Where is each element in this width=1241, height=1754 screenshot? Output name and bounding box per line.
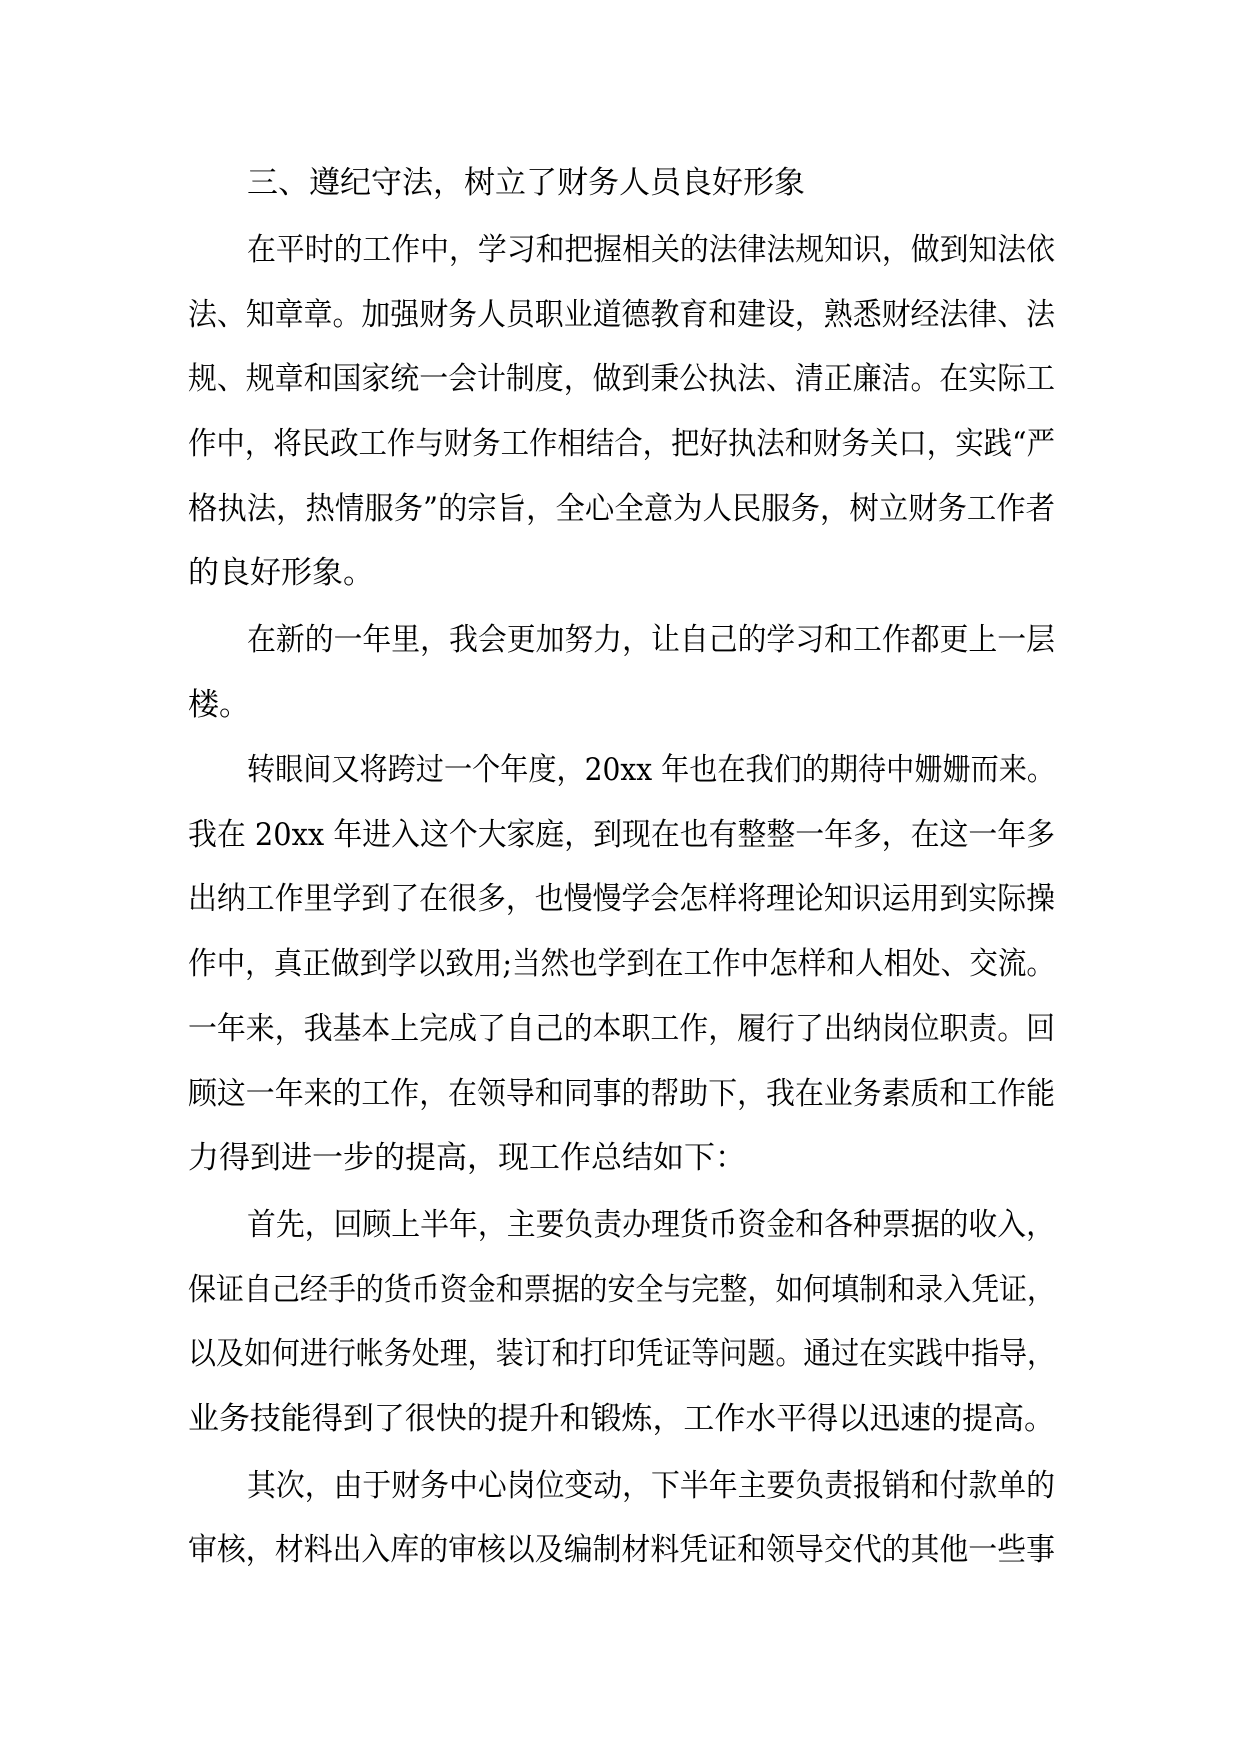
line-text: 法、知章章。加强财务人员职业道德教育和建设，熟悉财经法律、法 xyxy=(188,297,1055,333)
line-text: 格执法，热情服务”的宗旨，全心全意为人民服务，树立财务工作者 xyxy=(188,491,1055,527)
text-line xyxy=(0,1390,1241,1448)
text-line xyxy=(0,1196,1241,1254)
text-line xyxy=(0,806,1241,864)
line-text: 作中，真正做到学以致用;当然也学到在工作中怎样和人相处、交流。 xyxy=(188,946,1055,982)
text-line xyxy=(0,935,1241,993)
line-text: 其次，由于财务中心岗位变动，下半年主要负责报销和付款单的 xyxy=(247,1468,1055,1504)
text-line xyxy=(0,611,1241,669)
text-line xyxy=(0,870,1241,928)
text-line xyxy=(0,154,1241,212)
line-text: 保证自己经手的货币资金和票据的安全与完整，如何填制和录入凭证， xyxy=(188,1272,1055,1308)
text-line xyxy=(0,1065,1241,1123)
text-line xyxy=(0,1457,1241,1515)
line-text: 的良好形象。 xyxy=(188,555,374,591)
line-text: 转眼间又将跨过一个年度，20xx 年也在我们的期待中姗姗而来。 xyxy=(247,752,1055,788)
line-text: 一年来，我基本上完成了自己的本职工作，履行了出纳岗位职责。回 xyxy=(188,1011,1055,1047)
line-text: 我在 20xx 年进入这个大家庭，到现在也有整整一年多，在这一年多 xyxy=(188,817,1055,853)
line-text: 以及如何进行帐务处理，装订和打印凭证等问题。通过在实践中指导， xyxy=(188,1336,1055,1372)
text-line xyxy=(0,741,1241,799)
text-line xyxy=(0,480,1241,538)
line-text: 审核，材料出入库的审核以及编制材料凭证和领导交代的其他一些事 xyxy=(188,1532,1055,1568)
line-text: 作中，将民政工作与财务工作相结合，把好执法和财务关口，实践“严 xyxy=(188,426,1055,462)
text-line xyxy=(0,1000,1241,1058)
text-line xyxy=(0,286,1241,344)
line-text: 力得到进一步的提高，现工作总结如下： xyxy=(188,1140,746,1176)
text-line xyxy=(0,676,1241,734)
line-text: 业务技能得到了很快的提升和锻炼，工作水平得以迅速的提高。 xyxy=(188,1401,1055,1437)
line-text: 出纳工作里学到了在很多，也慢慢学会怎样将理论知识运用到实际操 xyxy=(188,881,1055,917)
text-line xyxy=(0,544,1241,602)
text-line xyxy=(0,1129,1241,1187)
text-line xyxy=(0,350,1241,408)
text-line xyxy=(0,415,1241,473)
line-text: 在平时的工作中，学习和把握相关的法律法规知识，做到知法依 xyxy=(247,232,1055,268)
line-text: 三、遵纪守法，树立了财务人员良好形象 xyxy=(247,165,805,201)
line-text: 首先，回顾上半年，主要负责办理货币资金和各种票据的收入， xyxy=(247,1207,1055,1243)
text-line xyxy=(0,1261,1241,1319)
text-line xyxy=(0,1521,1241,1579)
line-text: 规、规章和国家统一会计制度，做到秉公执法、清正廉洁。在实际工 xyxy=(188,361,1055,397)
text-line xyxy=(0,221,1241,279)
text-line xyxy=(0,1325,1241,1383)
line-text: 楼。 xyxy=(188,687,250,723)
line-text: 顾这一年来的工作，在领导和同事的帮助下，我在业务素质和工作能 xyxy=(188,1076,1055,1112)
line-text: 在新的一年里，我会更加努力，让自己的学习和工作都更上一层 xyxy=(247,622,1055,658)
